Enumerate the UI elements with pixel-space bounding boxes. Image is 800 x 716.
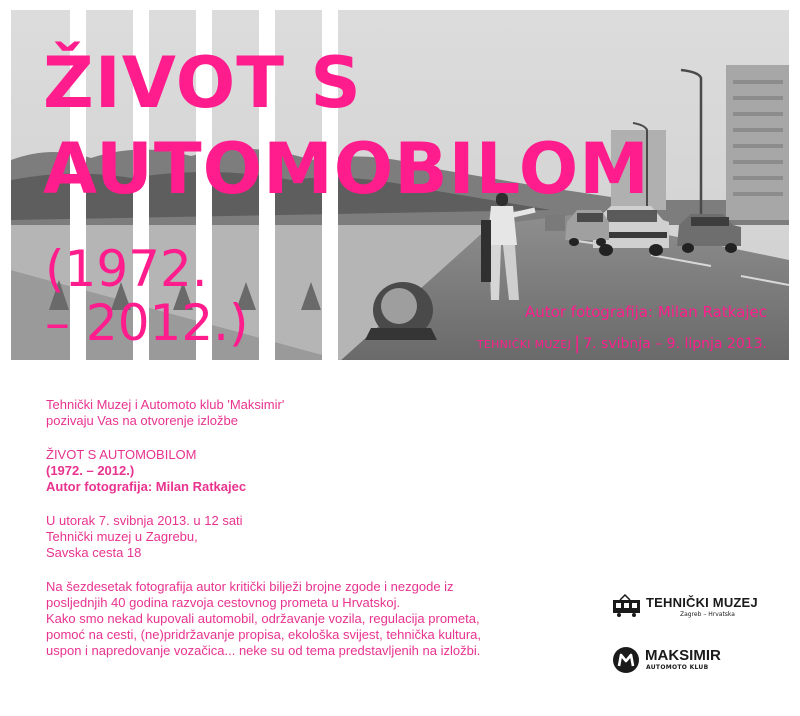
banner-venue-museum: TEHNIČKI MUZEJ xyxy=(476,338,572,351)
exhibit-title: ŽIVOT S AUTOMOBILOM xyxy=(46,447,197,462)
maksimir-m-icon xyxy=(612,646,640,674)
description-line: posljednjih 40 godina razvoja cestovnog prometa u Hrvatskoj. xyxy=(46,595,401,610)
banner-title xyxy=(43,40,650,212)
description-line: Kako smo nekad kupovali automobil, održavanje vozila, regulacija prometa, xyxy=(46,611,480,626)
invitation-text xyxy=(46,397,566,677)
banner-years-line2: – 2012.) xyxy=(45,294,249,352)
banner-venue xyxy=(477,332,767,353)
banner-title-line2: AUTOMOBILOM xyxy=(43,128,650,210)
museum-city: Zagreb – Hrvatska xyxy=(680,611,735,618)
event-date: U utorak 7. svibnja 2013. u 12 sati xyxy=(46,513,243,528)
exhibit-block xyxy=(46,447,566,495)
description-block xyxy=(46,579,566,659)
description-line: uspon i napredovanje vozačica... neke su od tema predstavljenih na izložbi. xyxy=(46,643,481,658)
tram-icon xyxy=(612,594,642,618)
maksimir-logo xyxy=(612,644,762,676)
intro-block xyxy=(46,397,566,429)
banner-venue-separator: | xyxy=(574,333,581,354)
description-line: Na šezdesetak fotografija autor kritički bilježi brojne zgode i nezgode iz xyxy=(46,579,454,594)
banner-author: Autor fotografija: Milan Ratkajec xyxy=(525,303,767,321)
tehnicki-muzej-logo xyxy=(612,591,762,621)
event-address: Savska cesta 18 xyxy=(46,545,142,560)
banner-years xyxy=(45,242,249,350)
banner-years-line1: (1972. xyxy=(45,240,208,298)
event-venue: Tehnički muzej u Zagrebu, xyxy=(46,529,198,544)
museum-name: TEHNIČKI MUZEJ xyxy=(646,595,758,610)
banner-title-line1: ŽIVOT S xyxy=(43,42,362,124)
when-where-block xyxy=(46,513,566,561)
banner-venue-dates: 7. svibnja – 9. lipnja 2013. xyxy=(583,336,767,352)
banner-photo xyxy=(11,10,789,360)
intro-line: pozivaju Vas na otvorenje izložbe xyxy=(46,413,238,428)
description-line: pomoć na cesti, (ne)pridržavanje propisa, ekološka svijest, tehnička kultura, xyxy=(46,627,481,642)
exhibit-years: (1972. – 2012.) xyxy=(46,463,135,478)
club-name: MAKSIMIR xyxy=(645,647,721,664)
intro-line: Tehnički Muzej i Automoto klub 'Maksimir' xyxy=(46,397,285,412)
club-subtitle: AUTOMOTO KLUB xyxy=(646,664,709,671)
exhibit-author: Autor fotografija: Milan Ratkajec xyxy=(46,479,247,494)
